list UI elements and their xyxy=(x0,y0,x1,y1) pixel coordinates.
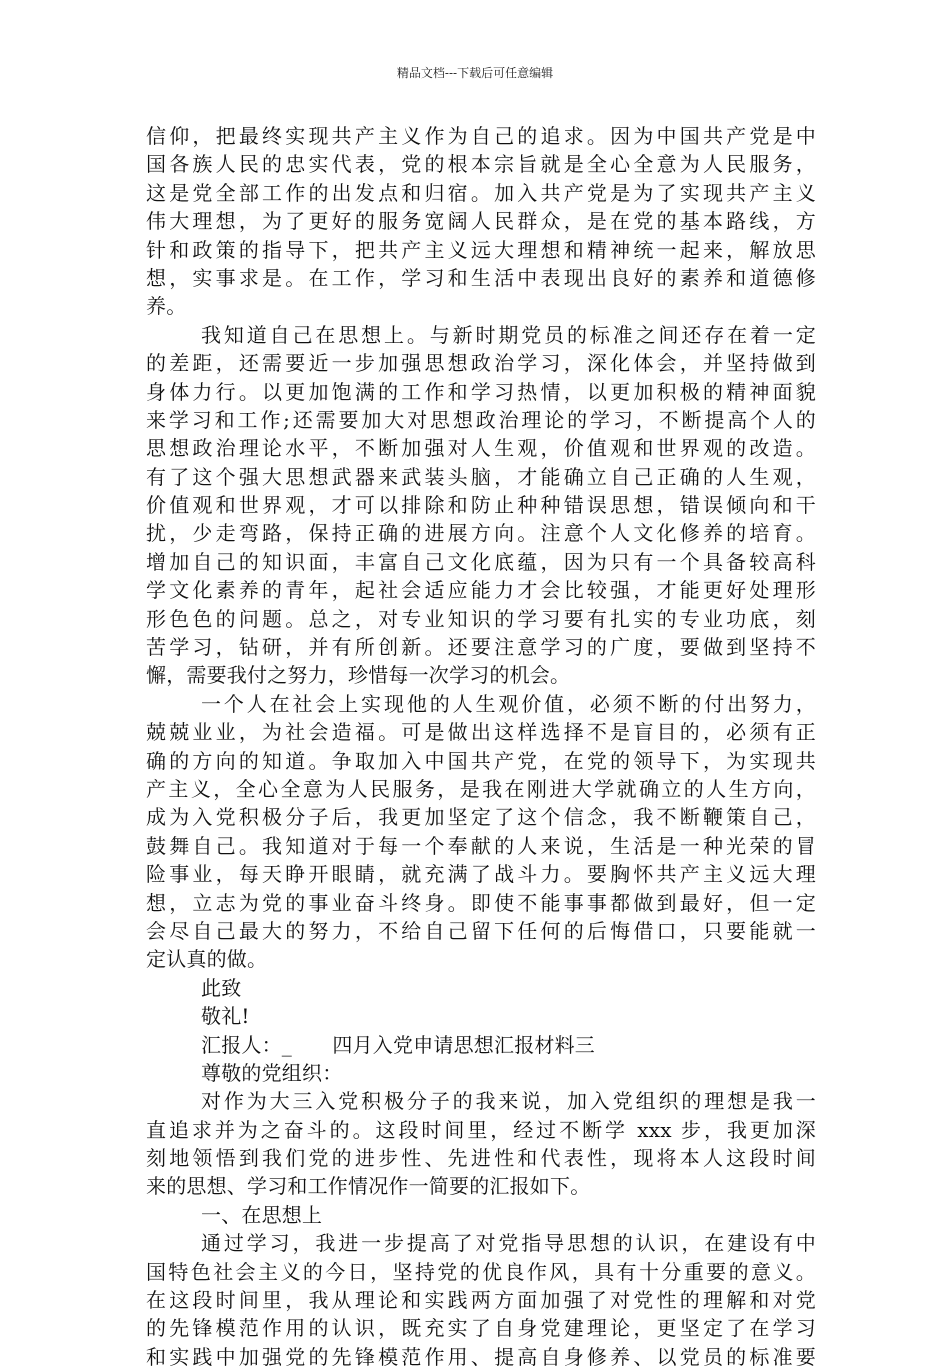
text-line: 的先锋模范作用的认识，既充实了自身党建理论，更坚定了在学习 xyxy=(146,1316,816,1341)
text-line: 价值观和世界观，才可以排除和防止种种错误思想，错误倾向和干 xyxy=(146,493,816,518)
text-line: 身体力行。以更加饱满的工作和学习热情，以更加积极的精神面貌 xyxy=(146,379,816,404)
text-line: 信仰，把最终实现共产主义作为自己的追求。因为中国共产党是中 xyxy=(146,124,816,148)
text-line: 产主义，全心全意为人民服务，是我在刚进大学就确立的人生方向， xyxy=(146,776,816,801)
text-line: 在这段时间里，我从理论和实践两方面加强了对党性的理解和对党 xyxy=(146,1288,816,1313)
text-line: 来学习和工作;还需要加大对思想政治理论的学习，不断提高个人的 xyxy=(146,407,816,432)
text-line: 这是党全部工作的出发点和归宿。加入共产党是为了实现共产主义 xyxy=(146,180,816,205)
text-line: 对作为大三入党积极分子的我来说，加入党组织的理想是我一 xyxy=(201,1089,816,1114)
text-line: 兢兢业业，为社会造福。可是做出这样选择不是盲目的，必须有正 xyxy=(146,720,816,745)
text-line: 苦学习，钻研，并有所创新。还要注意学习的广度，要做到坚持不 xyxy=(146,635,816,660)
text-line: 鼓舞自己。我知道对于每一个奉献的人来说，生活是一种光荣的冒 xyxy=(146,833,816,858)
text-line: 学文化素养的青年，起社会适应能力才会比较强，才能更好处理形 xyxy=(146,578,816,603)
text-line: 一个人在社会上实现他的人生观价值，必须不断的付出努力， xyxy=(201,691,816,716)
text-line: 思想政治理论水平，不断加强对人生观，价值观和世界观的改造。 xyxy=(146,436,816,461)
text-line: 懈，需要我付之努力，珍惜每一次学习的机会。 xyxy=(146,663,571,688)
text-line: 针和政策的指导下，把共产主义远大理想和精神统一起来，解放思 xyxy=(146,237,816,262)
text-line: 国各族人民的忠实代表，党的根本宗旨就是全心全意为人民服务， xyxy=(146,152,816,177)
text-line: 我知道自己在思想上。与新时期党员的标准之间还存在着一定 xyxy=(201,322,816,347)
text-line: 养。 xyxy=(146,294,187,319)
text-line: 直追求并为之奋斗的。这段时间里，经过不断学 xxx 步，我更加深 xyxy=(146,1117,816,1142)
text-line: 成为入党积极分子后，我更加坚定了这个信念，我不断鞭策自己， xyxy=(146,805,816,830)
text-line: 想，立志为党的事业奋斗终身。即使不能事事都做到最好，但一定 xyxy=(146,890,816,915)
text-line: 想，实事求是。在工作，学习和生活中表现出良好的素养和道德修 xyxy=(146,265,816,290)
text-line: 的差距，还需要近一步加强思想政治学习，深化体会，并坚持做到 xyxy=(146,351,816,376)
text-line: 伟大理想，为了更好的服务宽阔人民群众，是在党的基本路线，方 xyxy=(146,209,816,234)
text-line: 通过学习，我进一步提高了对党指导思想的认识，在建设有中 xyxy=(201,1231,816,1256)
text-line: 险事业，每天睁开眼睛，就充满了战斗力。要胸怀共产主义远大理 xyxy=(146,862,816,887)
document-body xyxy=(146,122,816,1371)
text-line: 刻地领悟到我们党的进步性、先进性和代表性，现将本人这段时间 xyxy=(146,1146,816,1171)
text-line: 敬礼! xyxy=(201,1004,250,1029)
text-line: 一、在思想上 xyxy=(201,1202,323,1227)
page-header: 精品文档---下载后可任意编辑 xyxy=(396,66,554,80)
text-line: 扰，少走弯路，保持正确的进展方向。注意个人文化修养的培育。 xyxy=(146,521,816,546)
text-line: 尊敬的党组织： xyxy=(201,1060,343,1085)
text-line: 汇报人：_ 四月入党申请思想汇报材料三 xyxy=(201,1032,595,1057)
text-line: 和实践中加强党的先锋模范作用、提高自身修养、以党员的标准要 xyxy=(146,1344,816,1369)
text-line: 国特色社会主义的今日，坚持党的优良作风，具有十分重要的意义。 xyxy=(146,1259,816,1284)
text-line: 形色色的问题。总之，对专业知识的学习要有扎实的专业功底，刻 xyxy=(146,606,816,631)
text-line: 增加自己的知识面，丰富自己文化底蕴，因为只有一个具备较高科 xyxy=(146,549,816,574)
text-line: 有了这个强大思想武器来武装头脑，才能确立自己正确的人生观， xyxy=(146,464,816,489)
text-line: 来的思想、学习和工作情况作一简要的汇报如下。 xyxy=(146,1174,591,1199)
text-line: 确的方向的知道。争取加入中国共产党，在党的领导下，为实现共 xyxy=(146,748,816,773)
text-line: 定认真的做。 xyxy=(146,947,268,972)
text-line: 会尽自己最大的努力，不给自己留下任何的后悔借口，只要能就一 xyxy=(146,918,816,943)
text-line: 此致 xyxy=(201,975,242,1000)
